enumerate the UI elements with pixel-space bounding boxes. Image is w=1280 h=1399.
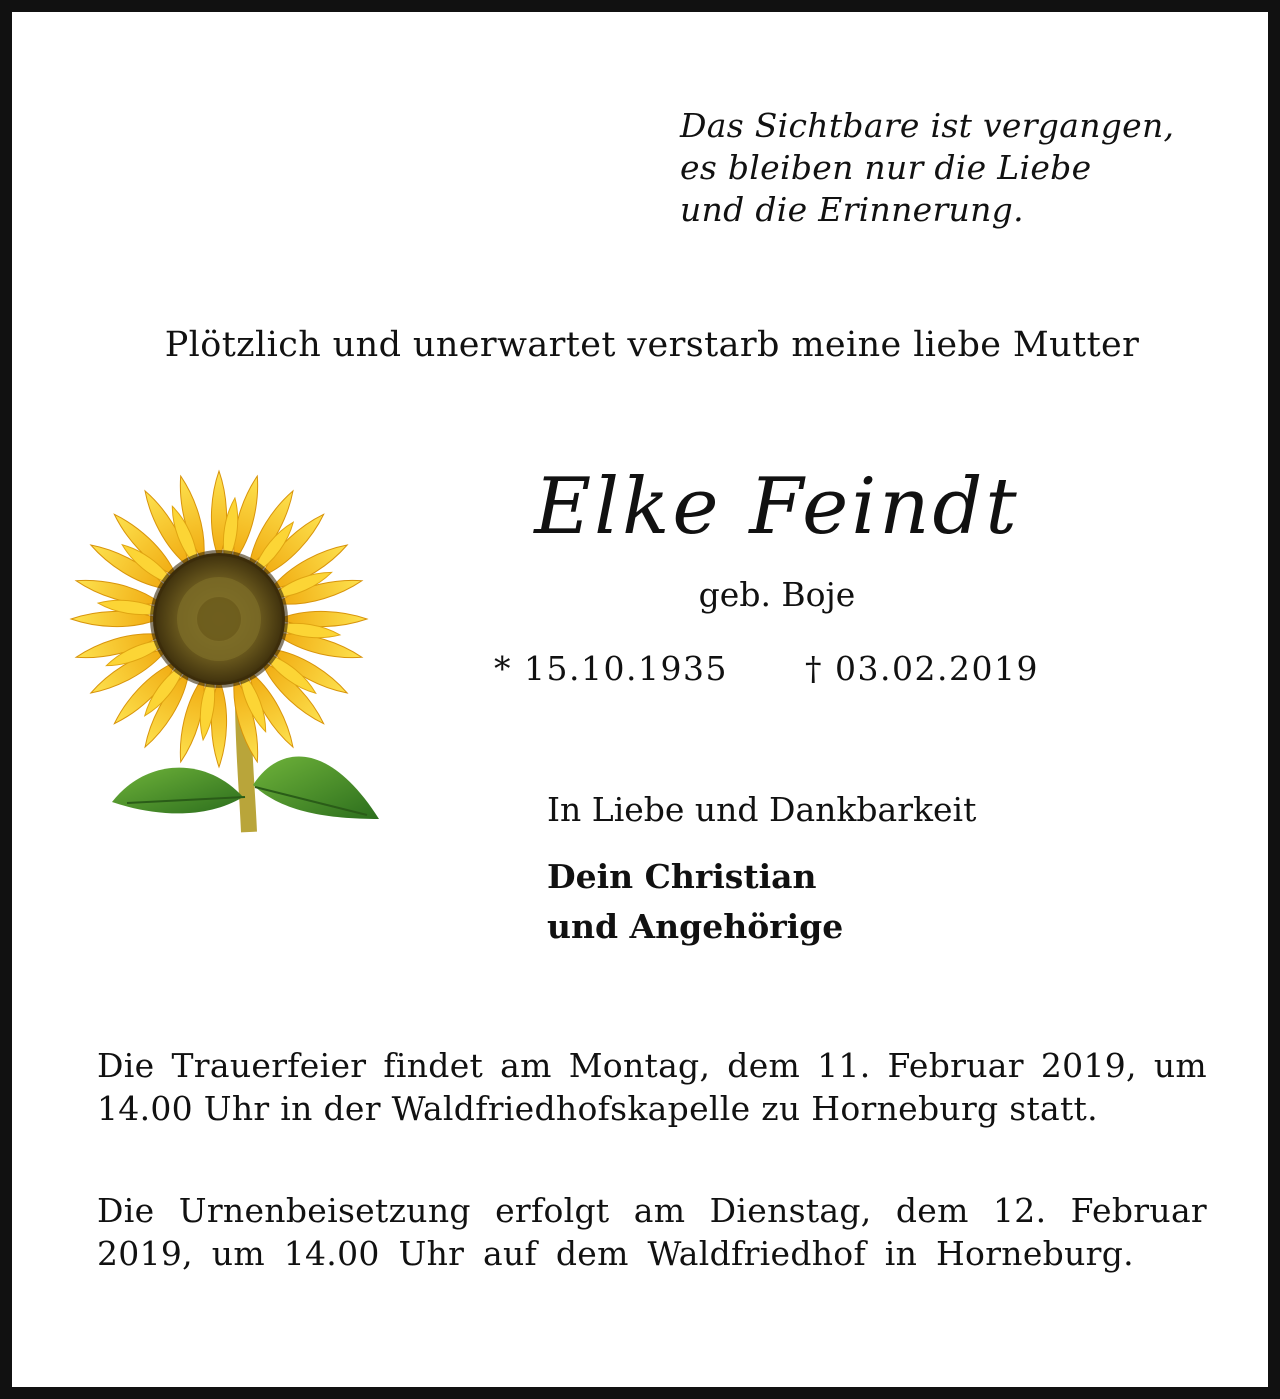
intro-text: Plötzlich und unerwartet verstarb meine liebe Mutter	[164, 325, 1140, 365]
quote-block	[680, 105, 1240, 231]
quote-line: und die Erinnerung.	[680, 190, 1024, 229]
birth-date: * 15.10.1935	[494, 649, 728, 688]
signer-line: und Angehörige	[547, 907, 844, 946]
sunflower-icon	[67, 467, 387, 837]
quote-line: es bleiben nur die Liebe	[680, 148, 1092, 187]
signer-line: Dein Christian	[547, 857, 817, 896]
funeral-paragraph: Die Trauerfeier findet am Montag, dem 11. Februar 2019, um 14.00 Uhr in der Waldfriedhofskapelle zu Horneburg statt.	[97, 1046, 1207, 1128]
burial-paragraph: Die Urnenbeisetzung erfolgt am Dienstag, dem 12. Februar 2019, um 14.00 Uhr auf dem Waldfriedhof in Horneburg.	[97, 1191, 1207, 1273]
signers-block	[547, 852, 843, 952]
death-date: † 03.02.2019	[805, 649, 1039, 688]
deceased-name: Elke Feindt	[534, 462, 1020, 552]
quote-line: Das Sichtbare ist vergangen,	[680, 106, 1175, 145]
maiden-name: geb. Boje	[698, 575, 856, 614]
thanks-line: In Liebe und Dankbarkeit	[547, 790, 977, 829]
